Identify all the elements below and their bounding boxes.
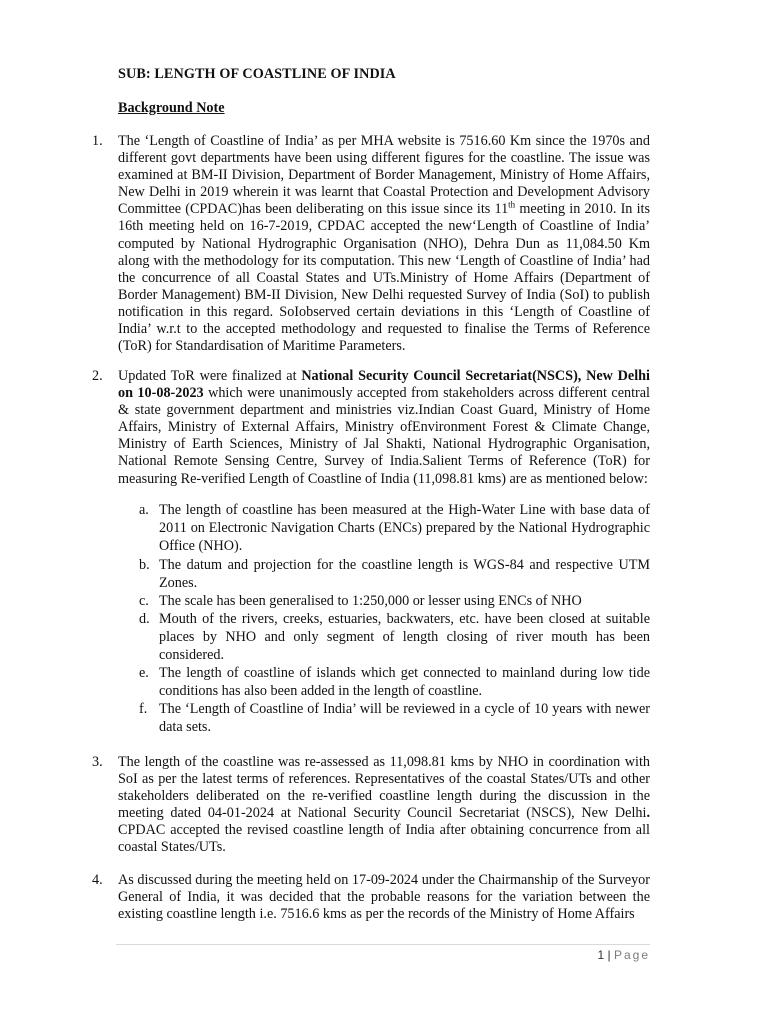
paragraph-3	[118, 754, 650, 857]
document-title: SUB: LENGTH OF COASTLINE OF INDIA	[118, 66, 396, 82]
list-item: The length of coastline has been measured at the High-Water Line with base data of 2011 on Electronic Navigation Charts (ENCs) prepared by the National Hydrographic Office (NHO).	[159, 502, 650, 554]
list-item-letter: d.	[139, 611, 150, 627]
paragraph-text: CPDAC accepted the revised coastline length of India after obtaining concurrence from all coastal States/UTs.	[118, 822, 650, 856]
paragraph-number: 4.	[92, 872, 103, 888]
paragraph-text: The length of the coastline was re-assessed as 11,098.81 kms by NHO in coordination with SoI as per the latest terms of references. Representatives of the coastal States/UTs and other stakeholders deliberated on the re-verified coastline length during the discussion in the meeting dated 04-01-2024 at National Security Council Secretariat (NSCS), New Delhi	[118, 754, 650, 822]
page-number: 1	[597, 948, 605, 962]
list-item-letter: b.	[139, 557, 150, 573]
bold-text: National Security Council Secretariat(NSCS), New Delhi on 10-08-2023	[118, 368, 650, 402]
list-item: The datum and projection for the coastline length is WGS-84 and respective UTM Zones.	[159, 557, 650, 591]
paragraph-number: 1.	[92, 133, 103, 149]
paragraph-2	[118, 368, 650, 488]
page-label: Page	[613, 948, 650, 962]
list-item: The scale has been generalised to 1:250,000 or lesser using ENCs of NHO	[159, 593, 582, 609]
bold-text: .	[646, 805, 650, 822]
paragraph-1	[118, 133, 650, 355]
superscript: th	[508, 199, 516, 210]
paragraph-text: meeting in 2010. In its 16th meeting held on 16-7-2019, CPDAC accepted the new‘Length of Coastline of India’ computed by National Hydrographic Organisation (NHO), Dehra Dun as 11,084.50 Km along with the methodology for its computation. This new ‘Length of Coastline of India’ had the concurrence of all Coastal States and UTs.Ministry of Home Affairs (Department of Border Management) BM-II Division, New Delhi requested Survey of India (SoI) to publish notification in this regard. SoIobserved certain deviations in this ‘Length of Coastline of India’ w.r.t to the accepted methodology and requested to finalise the Terms of Reference (ToR) for Standardisation of Maritime Parameters.	[118, 201, 650, 355]
paragraph-number: 3.	[92, 754, 103, 770]
list-item-letter: e.	[139, 665, 149, 681]
list-item: The length of coastline of islands which get connected to mainland during low tide conditions has also been added in the length of coastline.	[159, 665, 650, 699]
paragraph-text: Updated ToR were finalized at	[118, 368, 302, 384]
paragraph-4	[118, 872, 650, 923]
list-item: The ‘Length of Coastline of India’ will be reviewed in a cycle of 10 years with newer data sets.	[159, 701, 650, 735]
footer-separator: |	[607, 948, 611, 962]
list-item-letter: f.	[139, 701, 148, 717]
section-heading: Background Note	[118, 100, 225, 116]
list-item-letter: c.	[139, 593, 149, 609]
paragraph-number: 2.	[92, 368, 103, 384]
footer-divider	[116, 944, 650, 945]
list-item: Mouth of the rivers, creeks, estuaries, backwaters, etc. have been closed at suitable places by NHO and only segment of length closing of river mouth has been considered.	[159, 611, 650, 663]
paragraph-text: which were unanimously accepted from stakeholders across different central & state government department and ministries viz.Indian Coast Guard, Ministry of Home Affairs, Ministry of External Affairs, Ministry ofEnvironment Forest & Climate Change, Ministry of Earth Sciences, Ministry of Jal Shakti, National Hydrographic Organisation, National Remote Sensing Centre, Survey of India.Salient Terms of Reference (ToR) for measuring Re-verified Length of Coastline of India (11,098.81 kms) are as mentioned below:	[118, 385, 650, 487]
paragraph-text: The ‘Length of Coastline of India’ as per MHA website is 7516.60 Km since the 1970s and different govt departments have been using different figures for the coastline. The issue was examined at BM-II Division, Department of Border Management, Ministry of Home Affairs, New Delhi in 2019 wherein it was learnt that Coastal Protection and Development Advisory Committee (CPDAC)has been deliberating on this issue since its 11	[118, 133, 650, 218]
page-footer	[597, 948, 650, 962]
paragraph-text: As discussed during the meeting held on 17-09-2024 under the Chairmanship of the Surveyor General of India, it was decided that the probable reasons for the variation between the existing coastline length i.e. 7516.6 kms as per the records of the Ministry of Home Affairs	[118, 872, 650, 923]
list-item-letter: a.	[139, 502, 149, 518]
